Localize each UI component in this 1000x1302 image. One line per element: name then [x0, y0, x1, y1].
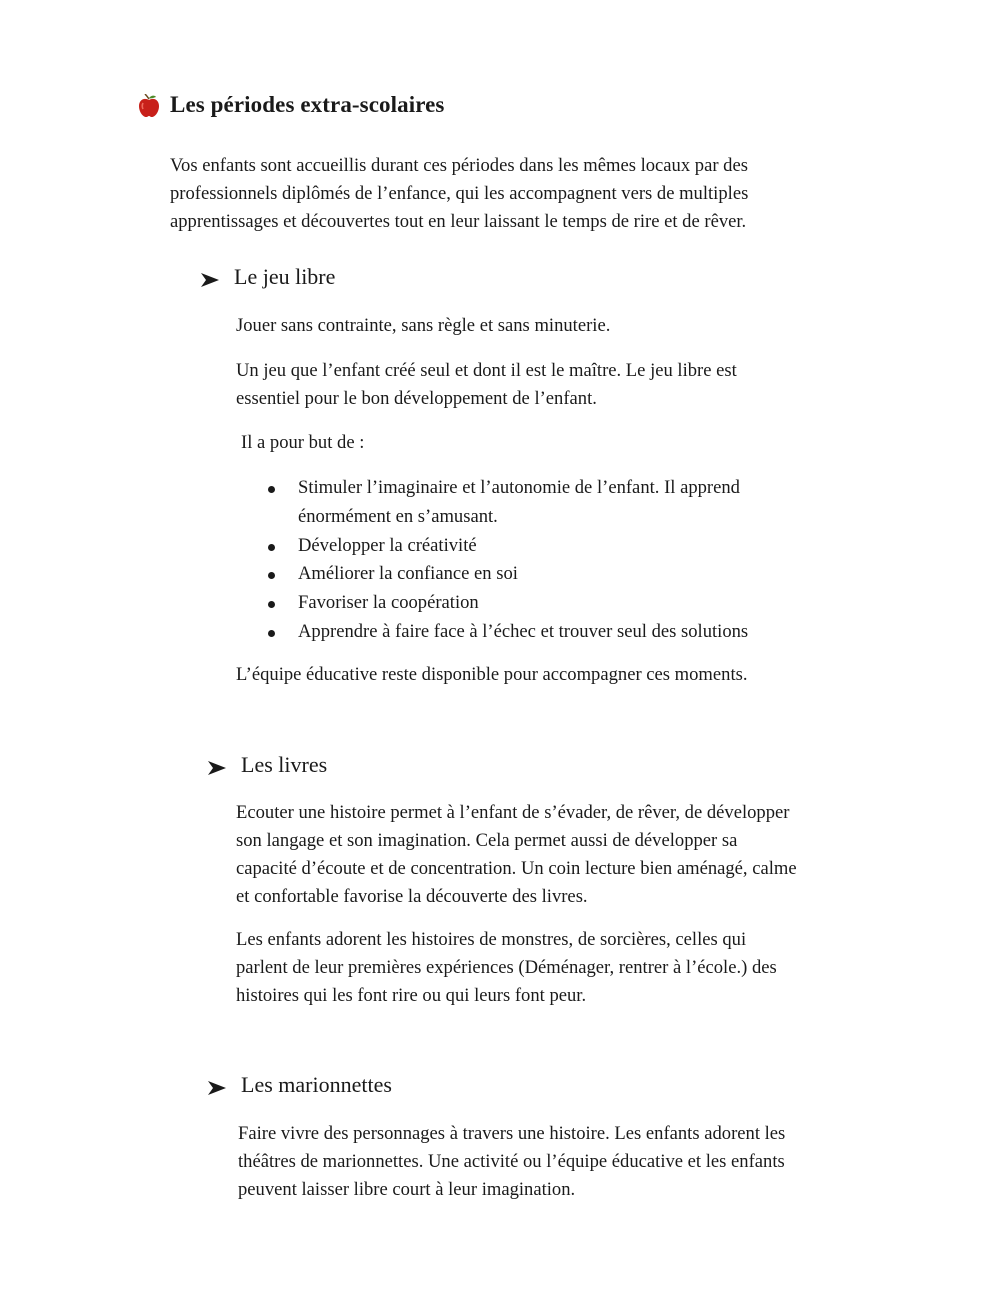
intro-line: Vos enfants sont accueillis durant ces périodes dans les mêmes locaux par des	[170, 155, 748, 176]
intro-line: apprentissages et découvertes tout en leur laissant le temps de rire et de rêver.	[170, 211, 747, 232]
arrow-bullet-icon	[207, 1076, 229, 1094]
arrow-bullet-icon	[200, 268, 222, 286]
paragraph	[236, 799, 797, 911]
bullet-dot-icon	[268, 630, 275, 637]
bullet-dot-icon	[268, 486, 275, 493]
paragraph	[236, 312, 610, 340]
list-item	[268, 589, 748, 618]
paragraph-line: L’équipe éducative reste disponible pour accompagner ces moments.	[236, 664, 748, 685]
section-heading-marionnettes	[207, 1072, 392, 1098]
page-title: Les périodes extra-scolaires	[170, 92, 445, 117]
paragraph-line: peuvent laisser libre court à leur imagination.	[238, 1179, 576, 1200]
section-heading-text: Les marionnettes	[241, 1072, 392, 1097]
bullet-dot-icon	[268, 572, 275, 579]
paragraph-line: Les enfants adorent les histoires de monstres, de sorcières, celles qui	[236, 929, 747, 950]
paragraph-line: Il a pour but de :	[241, 432, 365, 453]
paragraph-line: Ecouter une histoire permet à l’enfant de s’évader, de rêver, de développer	[236, 802, 790, 823]
list-item-text: Apprendre à faire face à l’échec et trouver seul des solutions	[298, 620, 749, 642]
paragraph	[241, 429, 364, 457]
paragraph-line: essentiel pour le bon développement de l’enfant.	[236, 388, 597, 409]
list-item-text: Stimuler l’imaginaire et l’autonomie de l’enfant. Il apprend	[298, 477, 740, 498]
section-heading-livres	[207, 752, 327, 778]
paragraph	[238, 1120, 785, 1204]
list-item-text: Favoriser la coopération	[298, 592, 479, 614]
paragraph-line: son langage et son imagination. Cela permet aussi de développer sa	[236, 830, 738, 851]
list-item	[268, 532, 748, 561]
paragraph-line: Faire vivre des personnages à travers une histoire. Les enfants adorent les	[238, 1123, 786, 1144]
list-item-text: énormément en s’amusant.	[298, 505, 498, 527]
paragraph	[236, 357, 737, 413]
intro-paragraph	[170, 152, 890, 236]
apple-icon	[138, 94, 160, 118]
paragraph-line: capacité d’écoute et de concentration. Un coin lecture bien aménagé, calme	[236, 858, 797, 879]
paragraph-line: Jouer sans contrainte, sans règle et sans minuterie.	[236, 315, 611, 336]
bullet-dot-icon	[268, 544, 275, 551]
bullet-dot-icon	[268, 601, 275, 608]
closing-paragraph	[236, 661, 748, 689]
arrow-bullet-icon	[207, 756, 229, 774]
paragraph-line: Un jeu que l’enfant créé seul et dont il est le maître. Le jeu libre est	[236, 360, 737, 381]
list-item-text: Améliorer la confiance en soi	[298, 563, 518, 585]
section-heading-text: Le jeu libre	[234, 264, 336, 289]
paragraph-line: théâtres de marionnettes. Une activité ou l’équipe éducative et les enfants	[238, 1151, 785, 1172]
intro-line: professionnels diplômés de l’enfance, qui les accompagnent vers de multiples	[170, 183, 749, 204]
paragraph	[236, 926, 777, 1010]
list-item	[268, 474, 748, 532]
paragraph-line: et confortable favorise la découverte des livres.	[236, 886, 588, 907]
section-heading-text: Les livres	[241, 752, 328, 777]
paragraph-line: histoires qui les font rire ou qui leurs font peur.	[236, 985, 587, 1006]
goals-list	[268, 474, 748, 647]
list-item-text: Développer la créativité	[298, 534, 477, 556]
section-heading-jeu-libre	[200, 264, 335, 290]
paragraph-line: parlent de leur premières expériences (Déménager, rentrer à l’école.) des	[236, 957, 777, 978]
list-item	[268, 618, 748, 647]
list-item	[268, 560, 748, 589]
